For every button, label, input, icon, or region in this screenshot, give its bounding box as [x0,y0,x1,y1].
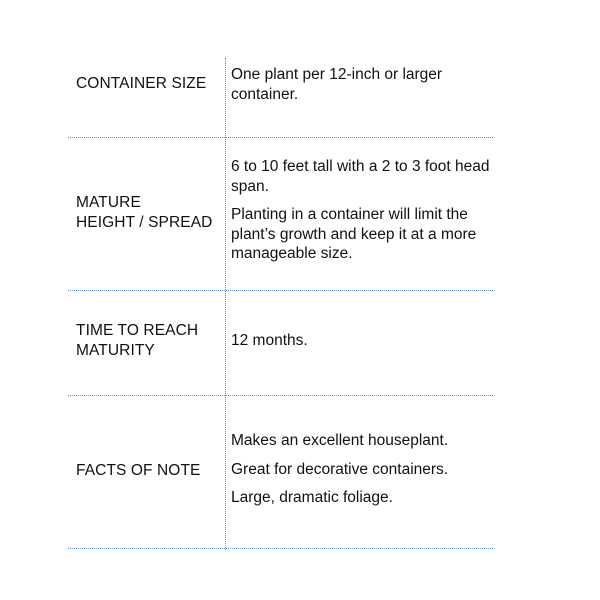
label-facts-of-note [76,461,221,481]
row-facts-of-note [68,396,493,548]
value-paragraph: Makes an excellent houseplant. [231,432,449,449]
value-paragraph: Great for decorative containers. [231,460,449,478]
value-paragraph: Large, dramatic foliage. [231,489,393,506]
value-paragraph: One plant per 12-inch or larger container. [231,66,443,103]
label-line: CONTAINER SIZE [76,75,207,92]
row-container-size [68,58,493,137]
row-divider [68,548,493,549]
label-line: HEIGHT / SPREAD [76,214,213,231]
row-time-to-maturity [68,291,493,395]
value-paragraph: 12 months. [231,332,308,349]
label-time-to-maturity [76,321,221,361]
value-paragraph: Planting in a container will limit the plant’s growth and keep it at a more manageable size. [231,206,477,262]
label-line: FACTS OF NOTE [76,462,201,479]
value-time-to-maturity [231,331,493,351]
label-mature-height-spread [76,193,221,233]
label-container-size [76,74,221,94]
plant-info-table [68,58,493,550]
value-mature-height-spread [231,157,493,264]
row-mature-height-spread [68,138,493,290]
label-line: MATURITY [76,342,155,359]
value-container-size [231,65,493,104]
value-paragraph: 6 to 10 feet tall with a 2 to 3 foot head span. [231,158,490,195]
label-line: MATURE [76,194,141,211]
value-facts-of-note [231,431,493,508]
label-line: TIME TO REACH [76,322,199,339]
